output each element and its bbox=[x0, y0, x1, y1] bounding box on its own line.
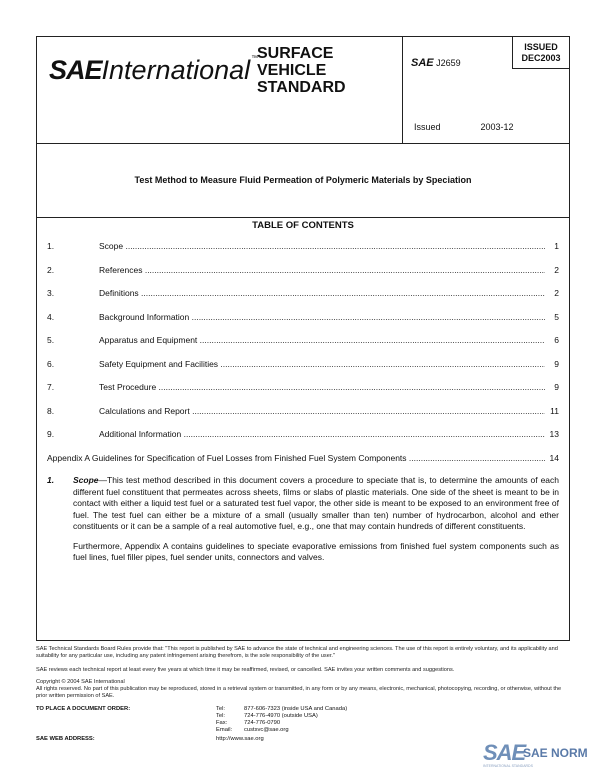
logo-sae: SAE bbox=[49, 55, 102, 85]
scope-text: —This test method described in this document covers a procedure to speciate that is, to determine the amounts of each different fuel constituent that permeates across sheets, films or slabs of plastic materials. One side of the sheet is meant to be in contact with either a liquid test fuel or a saturated test fuel vapor, the other side is meant to be exposed to an environment free of fuel. The test fuel can either be a mixture of a small (usually smaller than ten) number of hydrocarbon, alcohol and ether constituents or it can be a sample of a real automotive fuel, e.g., one that may contain hundreds of different constituents. bbox=[73, 475, 559, 531]
title-band bbox=[37, 143, 569, 218]
toc-entry-label: Apparatus and Equipment ..... bbox=[99, 335, 545, 345]
scope-section bbox=[47, 475, 559, 572]
toc-entry-number: 2. bbox=[47, 264, 55, 275]
web-label: SAE WEB ADDRESS: bbox=[36, 736, 95, 742]
issued-label: ISSUED bbox=[524, 42, 558, 52]
tel-label: Tel: bbox=[216, 713, 226, 719]
toc-entry[interactable] bbox=[47, 288, 559, 312]
document-title: Test Method to Measure Fluid Permeation of Polymeric Materials by Speciation bbox=[134, 175, 472, 185]
copyright-text: Copyright © 2004 SAE International bbox=[36, 679, 125, 685]
rights-text: All rights reserved. No part of this publication may be reproduced, stored in a retrieval system or transmitted, in any form or by any means, electronic, mechanical, photocopying, recording, or otherwise, without the prior written permission of SAE. bbox=[36, 686, 562, 699]
issued-cell bbox=[512, 37, 569, 69]
toc-entry-page: 6 bbox=[554, 335, 559, 345]
doc-number-value: J2659 bbox=[436, 58, 461, 68]
doc-type-line-1: SURFACE bbox=[257, 45, 334, 62]
scope-title: Scope bbox=[73, 475, 99, 485]
toc-entry-number: 9. bbox=[47, 429, 55, 439]
toc-entry[interactable] bbox=[47, 265, 559, 289]
board-rules-text: SAE Technical Standards Board Rules provide that: "This report is published by SAE to advance the state of technical and engineering sciences. The use of this report is entirely voluntary, and its applicability and suitability for any particular use, including any patent infringement arising therefrom, is the sole responsibility of the user." bbox=[36, 646, 558, 659]
toc-entry-page: 9 bbox=[554, 358, 559, 369]
email-link[interactable]: custsvc@sae.org bbox=[244, 727, 289, 733]
toc-entry[interactable] bbox=[47, 359, 559, 383]
issued-row bbox=[414, 122, 514, 132]
order-label: TO PLACE A DOCUMENT ORDER: bbox=[36, 706, 131, 712]
web-link[interactable]: http://www.sae.org bbox=[216, 736, 264, 742]
toc-entry-page: 9 bbox=[554, 382, 559, 392]
toc-entry[interactable] bbox=[47, 406, 559, 430]
toc-entry-number: 8. bbox=[47, 405, 55, 416]
doc-type-line-3: STANDARD bbox=[257, 79, 346, 96]
toc-entry-page: 13 bbox=[549, 429, 559, 439]
toc-appendix-page: 14 bbox=[549, 452, 559, 463]
toc-entry-page: 2 bbox=[554, 288, 559, 298]
fax-row bbox=[216, 720, 280, 727]
sae-logo bbox=[49, 55, 258, 86]
page-frame bbox=[36, 36, 570, 641]
toc-entry-page: 2 bbox=[554, 264, 559, 275]
issued-row-value: 2003-12 bbox=[480, 122, 514, 132]
toc-entry-label: References ..... bbox=[99, 265, 545, 275]
toc-entry-page: 1 bbox=[554, 241, 559, 251]
stamp-mark: SAE bbox=[483, 740, 526, 765]
toc-entry-label: Test Procedure ..... bbox=[99, 382, 545, 392]
toc-appendix-label: Appendix A Guidelines for Specification of Fuel Losses from Finished Fuel System Components ..... bbox=[47, 453, 545, 463]
toc-entry-number: 4. bbox=[47, 311, 55, 322]
scope-paragraph-2: Furthermore, Appendix A contains guidelines to speciate evaporative emissions from finished fuel system components such as fuel lines, fuel filler pipes, fuel sender units, connectors and valves. bbox=[73, 540, 559, 562]
email-label: Email: bbox=[216, 727, 233, 733]
tel-1[interactable]: 877-606-7323 (inside USA and Canada) bbox=[244, 706, 348, 712]
toc-heading: TABLE OF CONTENTS bbox=[252, 220, 354, 231]
toc-entry-label: Scope ..... bbox=[99, 241, 545, 251]
logo-international: International bbox=[101, 55, 251, 85]
toc-entry[interactable] bbox=[47, 312, 559, 336]
doc-type-line-2: VEHICLE bbox=[257, 62, 327, 79]
issued-date: DEC2003 bbox=[521, 53, 561, 63]
toc-entry-label: Additional Information ..... bbox=[99, 429, 545, 439]
tel-row-1 bbox=[216, 706, 347, 713]
toc-entry[interactable] bbox=[47, 241, 559, 265]
issued-row-label: Issued bbox=[414, 122, 441, 132]
web-row bbox=[216, 736, 264, 743]
table-of-contents bbox=[47, 241, 559, 476]
stamp-text: SAE NORM bbox=[523, 746, 588, 760]
toc-entry-number: 5. bbox=[47, 335, 55, 345]
logo-cell bbox=[37, 37, 402, 143]
doc-number bbox=[411, 57, 461, 69]
toc-entry[interactable] bbox=[47, 429, 559, 453]
toc-entry-page: 5 bbox=[554, 311, 559, 322]
tel-2[interactable]: 724-776-4970 (outside USA) bbox=[244, 713, 318, 719]
fax-label: Fax: bbox=[216, 720, 228, 726]
email-row bbox=[216, 727, 289, 734]
toc-entry-number: 1. bbox=[47, 241, 55, 251]
doc-type bbox=[257, 45, 346, 96]
stamp-subtext: INTERNATIONAL STANDARDS bbox=[483, 764, 533, 768]
tel-label: Tel: bbox=[216, 706, 226, 712]
toc-entry-label: Background Information ..... bbox=[99, 312, 545, 322]
sae-norm-stamp bbox=[483, 740, 593, 770]
toc-appendix-entry[interactable] bbox=[47, 453, 559, 477]
fax-number[interactable]: 724-776-0790 bbox=[244, 720, 281, 726]
toc-entry-label: Safety Equipment and Facilities ..... bbox=[99, 359, 545, 369]
toc-entry-number: 7. bbox=[47, 382, 55, 392]
toc-entry-number: 6. bbox=[47, 358, 55, 369]
scope-paragraph-1 bbox=[73, 475, 559, 533]
toc-entry[interactable] bbox=[47, 335, 559, 359]
review-text: SAE reviews each technical report at least every five years at which time it may be reaffirmed, revised, or cancelled. SAE invites your written comments and suggestions. bbox=[36, 667, 455, 673]
toc-entry-label: Calculations and Report ..... bbox=[99, 406, 545, 416]
logo-trademark: ™ bbox=[251, 55, 259, 62]
toc-entry-page: 11 bbox=[550, 405, 559, 416]
scope-number: 1. bbox=[47, 475, 55, 485]
toc-entry[interactable] bbox=[47, 382, 559, 406]
toc-entry-label: Definitions ..... bbox=[99, 288, 545, 298]
toc-entry-number: 3. bbox=[47, 288, 55, 298]
doc-prefix: SAE bbox=[411, 57, 434, 69]
tel-row-2 bbox=[216, 713, 318, 720]
